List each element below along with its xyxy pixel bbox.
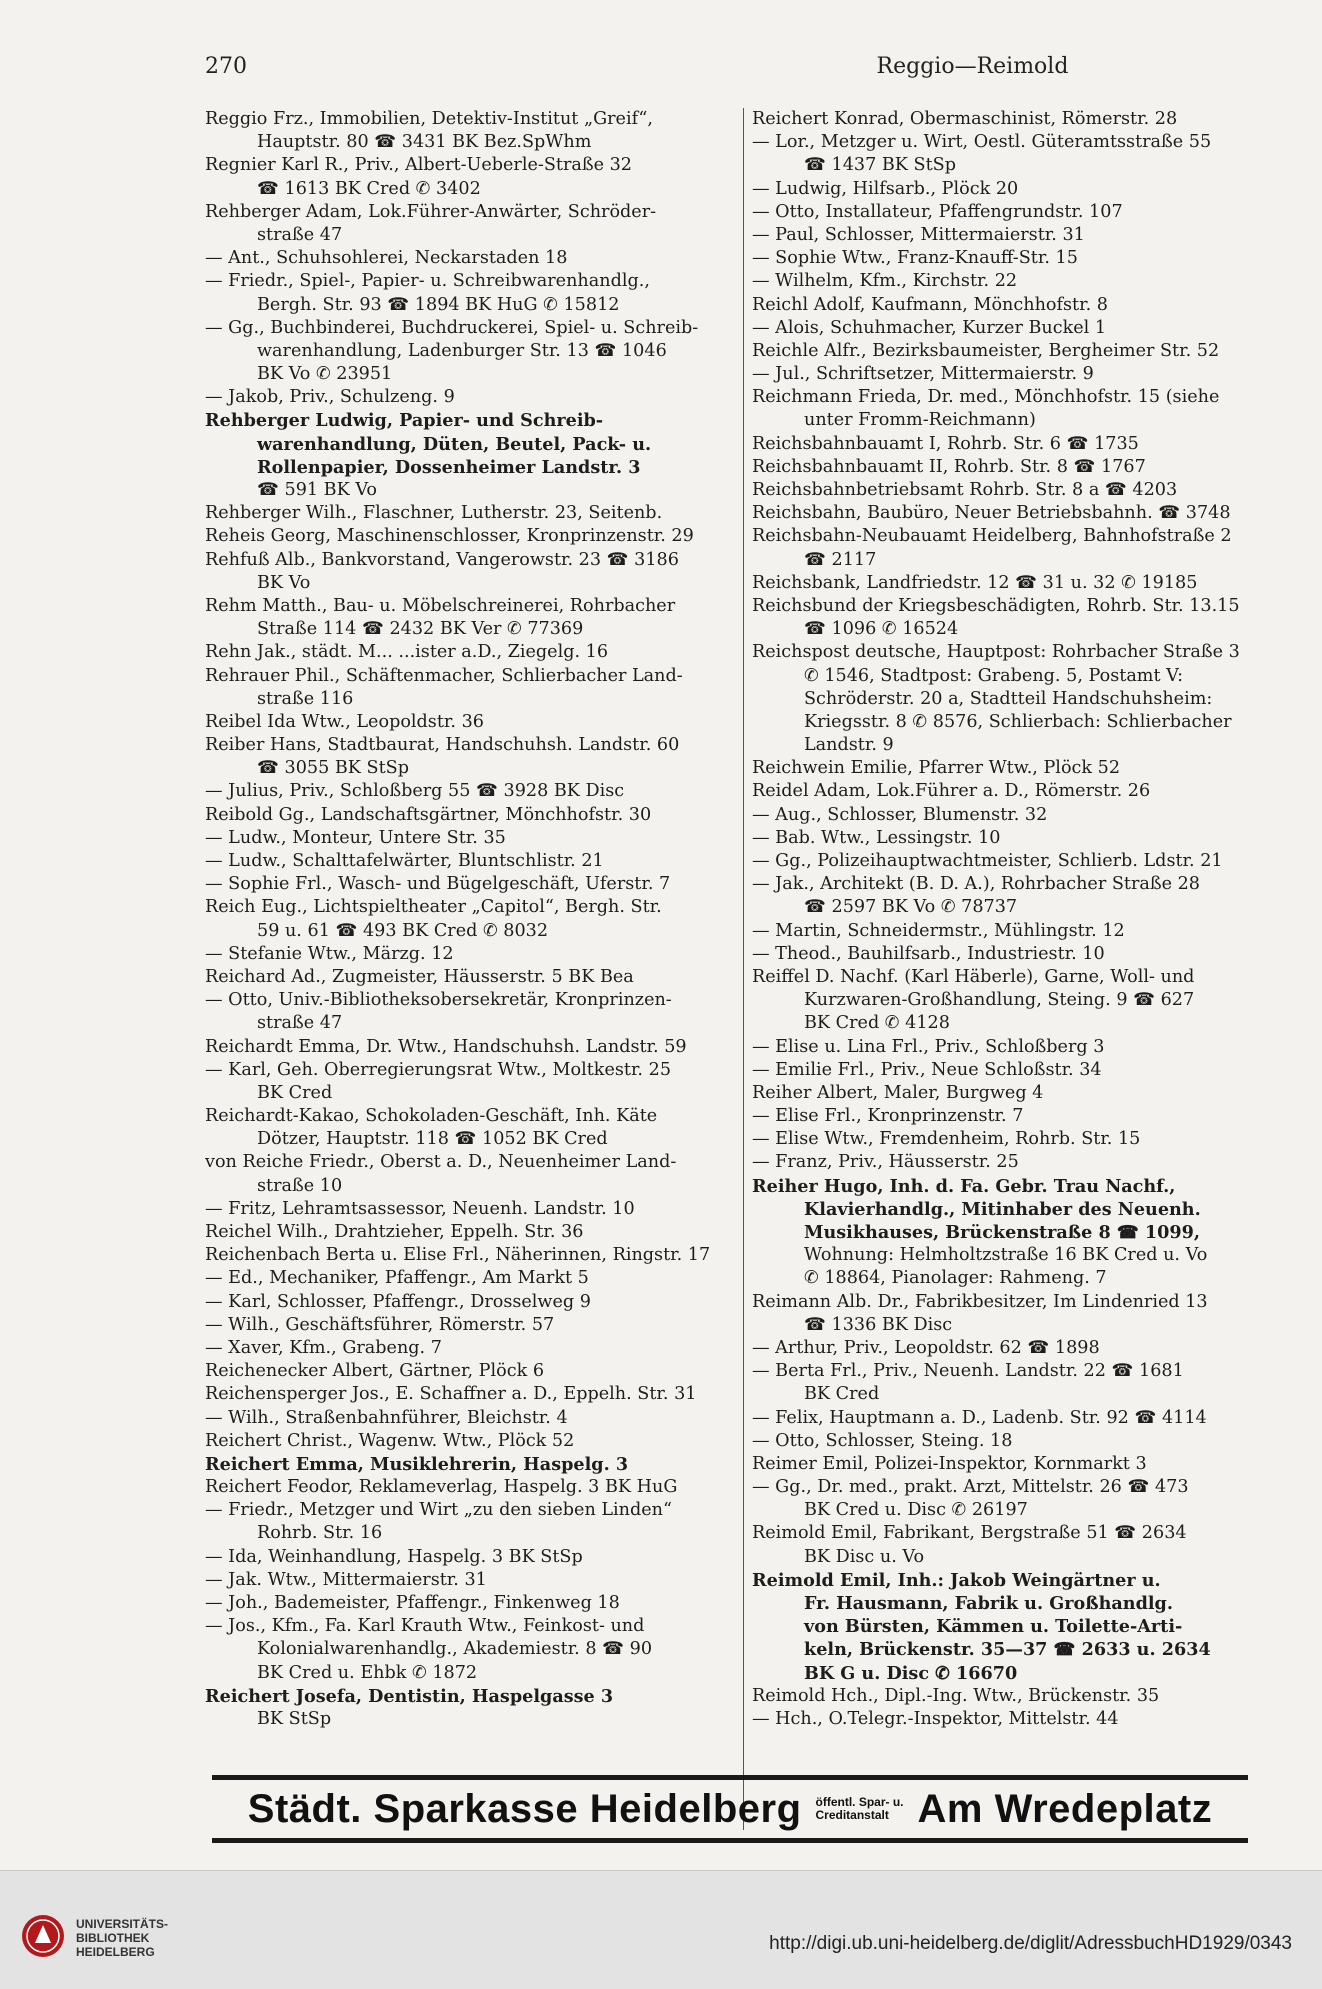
page-title: Reggio—Reimold [876, 54, 1069, 79]
directory-entry-line: Reibel Ida Wtw., Leopoldstr. 36 [205, 711, 484, 732]
directory-entry-line: Klavierhandlg., Mitinhaber des Neuenh. [804, 1198, 1201, 1220]
source-url-link[interactable]: http://digi.ub.uni-heidelberg.de/diglit/AdressbuchHD1929/0343 [769, 1933, 1292, 1954]
directory-entry-line: Reichspost deutsche, Hauptpost: Rohrbacher Straße 3 [752, 642, 1240, 663]
directory-entry-line: von Bürsten, Kämmen u. Toilette-Arti- [804, 1616, 1183, 1638]
directory-entry-line: — Gg., Polizeihauptwachtmeister, Schlierb. Ldstr. 21 [752, 851, 1223, 871]
directory-entry-line: — Karl, Geh. Oberregierungsrat Wtw., Moltkestr. 25 [205, 1059, 672, 1080]
directory-entry-line: — Otto, Schlosser, Steing. 18 [752, 1430, 1013, 1451]
directory-entry-line: Reichert Konrad, Obermaschinist, Römerstr. 28 [752, 109, 1178, 129]
directory-entry-line: — Hch., O.Telegr.-Inspektor, Mittelstr. 44 [752, 1708, 1119, 1729]
directory-entry-line: — Alois, Schuhmacher, Kurzer Buckel 1 [752, 317, 1107, 338]
directory-entry-line: von Reiche Friedr., Oberst a. D., Neuenheimer Land- [205, 1152, 677, 1173]
directory-entry-line: Regnier Karl R., Priv., Albert-Ueberle-Straße 32 [205, 155, 632, 176]
directory-entry-line: Reimold Hch., Dipl.-Ing. Wtw., Brückenstr. 35 [752, 1685, 1160, 1706]
directory-entry-line: Reimold Emil, Fabrikant, Bergstraße 51 ☎ 2634 [752, 1523, 1187, 1544]
directory-entry-line: BK Cred u. Ehbk ✆ 1872 [257, 1662, 478, 1683]
directory-entry-line: Rehberger Adam, Lok.Führer-Anwärter, Schröder- [205, 201, 657, 222]
directory-entry-line: ☎ 591 BK Vo [257, 480, 378, 500]
directory-entry-line: 59 u. 61 ☎ 493 BK Cred ✆ 8032 [257, 920, 549, 941]
directory-entry-line: Reiher Hugo, Inh. d. Fa. Gebr. Trau Nachf., [752, 1175, 1176, 1197]
directory-entry-line: Rehm Matth., Bau- u. Möbelschreinerei, Rohrbacher [205, 595, 676, 616]
directory-entry-line: Reichensperger Jos., E. Schaffner a. D., Eppelh. Str. 31 [205, 1384, 697, 1405]
directory-entry-line: Reimann Alb. Dr., Fabrikbesitzer, Im Lindenried 13 [752, 1291, 1208, 1312]
ad-small-text [816, 1796, 904, 1822]
directory-entry-line: Reichert Josefa, Dentistin, Haspelgasse 3 [205, 1685, 614, 1707]
institution-name [76, 1917, 168, 1959]
directory-entry-line: Reichenecker Albert, Gärtner, Plöck 6 [205, 1361, 545, 1382]
directory-entry-line: Reichsbank, Landfriedstr. 12 ☎ 31 u. 32 ✆ 19185 [752, 572, 1198, 593]
directory-entry-line: ☎ 1336 BK Disc [804, 1314, 953, 1335]
directory-entry-line: — Ludw., Schalttafelwärter, Bluntschlistr. 21 [205, 851, 604, 871]
directory-entry-line: Reichsbahn-Neubauamt Heidelberg, Bahnhofstraße 2 [752, 526, 1232, 547]
directory-entry-line: — Xaver, Kfm., Grabeng. 7 [205, 1337, 442, 1358]
directory-entry-line: straße 10 [257, 1175, 343, 1196]
directory-entry-line: BK Cred [804, 1384, 880, 1405]
directory-entry-line: Rohrb. Str. 16 [257, 1523, 383, 1544]
directory-entry-line: BK Cred ✆ 4128 [804, 1013, 950, 1034]
directory-entry-line: Reichsbahn, Baubüro, Neuer Betriebsbahnh. ☎ 3748 [752, 503, 1231, 524]
directory-entry-line: Reichardt-Kakao, Schokoladen-Geschäft, Inh. Käte [205, 1106, 658, 1127]
directory-entry-line: Dötzer, Hauptstr. 118 ☎ 1052 BK Cred [257, 1129, 608, 1150]
directory-entry-line: ☎ 1437 BK StSp [804, 155, 956, 176]
directory-entry-line: — Jul., Schriftsetzer, Mittermaierstr. 9 [752, 364, 1094, 385]
column-divider [743, 108, 744, 1830]
directory-entry-line: Reibold Gg., Landschaftsgärtner, Mönchhofstr. 30 [205, 804, 652, 825]
directory-entry-line: BK Vo ✆ 23951 [257, 364, 393, 385]
directory-entry-line: — Elise Frl., Kronprinzenstr. 7 [752, 1106, 1024, 1127]
advertisement-banner [212, 1775, 1248, 1843]
directory-entry-line: Reichert Feodor, Reklameverlag, Haspelg. 3 BK HuG [205, 1477, 678, 1498]
directory-entry-line: Hauptstr. 80 ☎ 3431 BK Bez.SpWhm [257, 132, 592, 153]
directory-entry-line: — Sophie Wtw., Franz-Knauff-Str. 15 [752, 248, 1078, 269]
directory-entry-line: — Gg., Buchbinderei, Buchdruckerei, Spiel- u. Schreib- [205, 317, 699, 338]
directory-entry-line: Reimold Emil, Inh.: Jakob Weingärtner u. [752, 1569, 1161, 1591]
directory-entry-line: — Bab. Wtw., Lessingstr. 10 [752, 827, 1001, 848]
directory-entry-line: — Felix, Hauptmann a. D., Ladenb. Str. 92 ☎ 4114 [752, 1407, 1207, 1428]
directory-entry-line: — Martin, Schneidermstr., Mühlingstr. 12 [752, 920, 1125, 941]
directory-entry-line: Reiffel D. Nachf. (Karl Häberle), Garne, Woll- und [752, 966, 1195, 987]
directory-entry-line: — Friedr., Metzger und Wirt „zu den sieben Linden“ [205, 1500, 673, 1521]
directory-entry-line: — Julius, Priv., Schloßberg 55 ☎ 3928 BK Disc [205, 781, 625, 802]
directory-entry-line: Reiber Hans, Stadtbaurat, Handschuhsh. Landstr. 60 [205, 735, 680, 756]
left-column [205, 108, 735, 1731]
directory-entry-line: warenhandlung, Düten, Beutel, Pack- u. [257, 433, 652, 455]
directory-entry-line: Reggio Frz., Immobilien, Detektiv-Institut „Greif“, [205, 109, 653, 129]
directory-entry-line: — Wilh., Straßenbahnführer, Bleichstr. 4 [205, 1407, 568, 1428]
directory-entry-line: — Arthur, Priv., Leopoldstr. 62 ☎ 1898 [752, 1337, 1100, 1358]
directory-entry-line: BK Disc u. Vo [804, 1546, 925, 1567]
directory-entry-line: — Franz, Priv., Häusserstr. 25 [752, 1152, 1019, 1173]
directory-entry-line: Rollenpapier, Dossenheimer Landstr. 3 [257, 456, 641, 478]
directory-entry-line: keln, Brückenstr. 35—37 ☎ 2633 u. 2634 [804, 1639, 1211, 1661]
directory-entry-line: — Ida, Weinhandlung, Haspelg. 3 BK StSp [205, 1546, 583, 1567]
directory-entry-line: BK Cred [257, 1082, 333, 1103]
directory-entry-line: Rehberger Ludwig, Papier- und Schreib- [205, 410, 604, 432]
directory-entry-line: — Jak. Wtw., Mittermaierstr. 31 [205, 1569, 487, 1590]
directory-entry-line: — Sophie Frl., Wasch- und Bügelgeschäft, Uferstr. 7 [205, 874, 671, 895]
directory-entry-line: Reichsbahnbetriebsamt Rohrb. Str. 8 a ☎ 4203 [752, 480, 1178, 500]
directory-entry-line: Reichardt Emma, Dr. Wtw., Handschuhsh. Landstr. 59 [205, 1036, 687, 1057]
page-header [205, 54, 1290, 84]
directory-entry-line: ✆ 18864, Pianolager: Rahmeng. 7 [804, 1268, 1107, 1289]
directory-entry-line: — Theod., Bauhilfsarb., Industriestr. 10 [752, 943, 1105, 964]
directory-entry-line: — Lor., Metzger u. Wirt, Oestl. Güteramtsstraße 55 [752, 132, 1212, 153]
right-column [752, 108, 1272, 1731]
directory-entry-line: warenhandlung, Ladenburger Str. 13 ☎ 1046 [257, 340, 667, 361]
directory-entry-line: Landstr. 9 [804, 735, 894, 756]
directory-entry-line: Fr. Hausmann, Fabrik u. Großhandlg. [804, 1593, 1173, 1614]
directory-entry-line: — Ant., Schuhsohlerei, Neckarstaden 18 [205, 248, 568, 269]
directory-entry-line: Kriegsstr. 8 ✆ 8576, Schlierbach: Schlierbacher [804, 711, 1232, 732]
directory-entry-line: Reichl Adolf, Kaufmann, Mönchhofstr. 8 [752, 294, 1108, 315]
directory-entry-line: — Jakob, Priv., Schulzeng. 9 [205, 387, 455, 408]
directory-entry-line: Reheis Georg, Maschinenschlosser, Kronprinzenstr. 29 [205, 526, 694, 547]
directory-entry-line: Rehrauer Phil., Schäftenmacher, Schlierbacher Land- [205, 665, 683, 686]
directory-entry-line: Reichert Emma, Musiklehrerin, Haspelg. 3 [205, 1453, 629, 1475]
directory-entry-line: Rehfuß Alb., Bankvorstand, Vangerowstr. 23 ☎ 3186 [205, 549, 679, 570]
directory-entry-line: ☎ 1613 BK Cred ✆ 3402 [257, 178, 481, 199]
directory-entry-line: Reichel Wilh., Drahtzieher, Eppelh. Str. 36 [205, 1222, 584, 1242]
directory-entry-line: Reichle Alfr., Bezirksbaumeister, Bergheimer Str. 52 [752, 340, 1220, 361]
directory-entry-line: Reichert Christ., Wagenw. Wtw., Plöck 52 [205, 1430, 575, 1451]
directory-entry-line: Reichenbach Berta u. Elise Frl., Näherinnen, Ringstr. 17 [205, 1245, 711, 1266]
directory-entry-line: Reiher Albert, Maler, Burgweg 4 [752, 1082, 1044, 1103]
directory-entry-line: — Stefanie Wtw., Märzg. 12 [205, 943, 454, 964]
directory-entry-line: Kurzwaren-Großhandlung, Steing. 9 ☎ 627 [804, 990, 1195, 1011]
directory-entry-line: — Jos., Kfm., Fa. Karl Krauth Wtw., Feinkost- und [205, 1616, 645, 1637]
directory-entry-line: Bergh. Str. 93 ☎ 1894 BK HuG ✆ 15812 [257, 294, 620, 315]
directory-entry-line: straße 47 [257, 1013, 343, 1034]
directory-entry-line: — Wilh., Geschäftsführer, Römerstr. 57 [205, 1314, 555, 1335]
directory-entry-line: Reimer Emil, Polizei-Inspektor, Kornmarkt 3 [752, 1453, 1147, 1474]
directory-entry-line: Rehberger Wilh., Flaschner, Lutherstr. 23, Seitenb. [205, 503, 663, 524]
directory-entry-line: — Karl, Schlosser, Pfaffengr., Drosselweg 9 [205, 1291, 591, 1312]
directory-entry-line: Reichsbund der Kriegsbeschädigten, Rohrb. Str. 13.15 [752, 595, 1240, 616]
directory-entry-line: straße 47 [257, 224, 343, 245]
directory-entry-line: Straße 114 ☎ 2432 BK Ver ✆ 77369 [257, 619, 584, 640]
directory-entry-line: straße 116 [257, 688, 354, 709]
directory-entry-line: — Ed., Mechaniker, Pfaffengr., Am Markt 5 [205, 1268, 589, 1289]
directory-entry-line: Reichsbahnbauamt II, Rohrb. Str. 8 ☎ 1767 [752, 456, 1146, 477]
directory-entry-line: — Berta Frl., Priv., Neuenh. Landstr. 22 ☎ 1681 [752, 1361, 1184, 1382]
directory-entry-line: BK G u. Disc ✆ 16670 [804, 1662, 1018, 1684]
directory-entry-line: ✆ 1546, Stadtpost: Grabeng. 5, Postamt V: [804, 665, 1184, 686]
directory-entry-line: — Friedr., Spiel-, Papier- u. Schreibwarenhandlg., [205, 271, 650, 292]
directory-entry-line: — Paul, Schlosser, Mittermaierstr. 31 [752, 224, 1085, 245]
ad-right-text: Am Wredeplatz [917, 1786, 1213, 1831]
directory-entry-line: BK Cred u. Disc ✆ 26197 [804, 1500, 1028, 1521]
directory-entry-line: — Otto, Installateur, Pfaffengrundstr. 107 [752, 201, 1123, 222]
directory-entry-line: — Elise u. Lina Frl., Priv., Schloßberg 3 [752, 1036, 1105, 1057]
directory-entry-line: — Emilie Frl., Priv., Neue Schloßstr. 34 [752, 1059, 1102, 1080]
directory-entry-line: BK Vo [257, 572, 311, 593]
ad-main-text: Städt. Sparkasse Heidelberg [247, 1786, 802, 1831]
directory-entry-line: — Ludw., Monteur, Untere Str. 35 [205, 827, 506, 848]
directory-entry-line: Rehn Jak., städt. M... ...ister a.D., Ziegelg. 16 [205, 642, 609, 663]
ad-small-line1: öffentl. Spar- u. [815, 1795, 904, 1809]
directory-entry-line: unter Fromm-Reichmann) [804, 410, 1036, 431]
ad-small-line2: Creditanstalt [815, 1808, 889, 1822]
directory-entry-line: — Joh., Bademeister, Pfaffengr., Finkenweg 18 [205, 1593, 620, 1613]
directory-entry-line: Reichmann Frieda, Dr. med., Mönchhofstr. 15 (siehe [752, 387, 1220, 408]
institution-line3: HEIDELBERG [76, 1945, 155, 1959]
directory-entry-line: — Fritz, Lehramtsassessor, Neuenh. Landstr. 10 [205, 1198, 635, 1219]
directory-entry-line: Musikhauses, Brückenstraße 8 ☎ 1099, [804, 1222, 1200, 1243]
institution-line1: UNIVERSITÄTS- [76, 1917, 169, 1931]
directory-entry-line: Reichard Ad., Zugmeister, Häusserstr. 5 BK Bea [205, 966, 634, 987]
page-number: 270 [205, 54, 247, 79]
directory-entry-line: ☎ 2117 [804, 549, 877, 570]
directory-entry-line: Kolonialwarenhandlg., Akademiestr. 8 ☎ 90 [257, 1639, 653, 1660]
directory-entry-line: Reich Eug., Lichtspieltheater „Capitol“, Bergh. Str. [205, 897, 662, 918]
directory-entry-line: ☎ 2597 BK Vo ✆ 78737 [804, 897, 1018, 918]
directory-entry-line: — Jak., Architekt (B. D. A.), Rohrbacher Straße 28 [752, 874, 1200, 895]
university-seal-icon [20, 1913, 66, 1959]
directory-entry-line: BK StSp [257, 1708, 332, 1729]
directory-entry-line: — Otto, Univ.-Bibliotheksobersekretär, Kronprinzen- [205, 990, 672, 1011]
viewer-footer [0, 1870, 1322, 1989]
institution-line2: BIBLIOTHEK [76, 1931, 150, 1945]
directory-entry-line: — Ludwig, Hilfsarb., Plöck 20 [752, 178, 1019, 199]
directory-entry-line: — Gg., Dr. med., prakt. Arzt, Mittelstr. 26 ☎ 473 [752, 1477, 1189, 1498]
directory-entry-line: ☎ 3055 BK StSp [257, 758, 409, 779]
directory-entry-line: — Elise Wtw., Fremdenheim, Rohrb. Str. 15 [752, 1129, 1141, 1150]
directory-entry-line: Reichsbahnbauamt I, Rohrb. Str. 6 ☎ 1735 [752, 433, 1139, 454]
directory-entry-line: Reidel Adam, Lok.Führer a. D., Römerstr. 26 [752, 781, 1151, 802]
directory-entry-line: Wohnung: Helmholtzstraße 16 BK Cred u. Vo [804, 1245, 1208, 1266]
directory-entry-line: Schröderstr. 20 a, Stadtteil Handschuhsheim: [804, 688, 1213, 709]
directory-entry-line: Reichwein Emilie, Pfarrer Wtw., Plöck 52 [752, 758, 1121, 779]
directory-entry-line: — Wilhelm, Kfm., Kirchstr. 22 [752, 271, 1018, 292]
directory-entry-line: — Aug., Schlosser, Blumenstr. 32 [752, 804, 1048, 825]
directory-entry-line: ☎ 1096 ✆ 16524 [804, 619, 959, 640]
